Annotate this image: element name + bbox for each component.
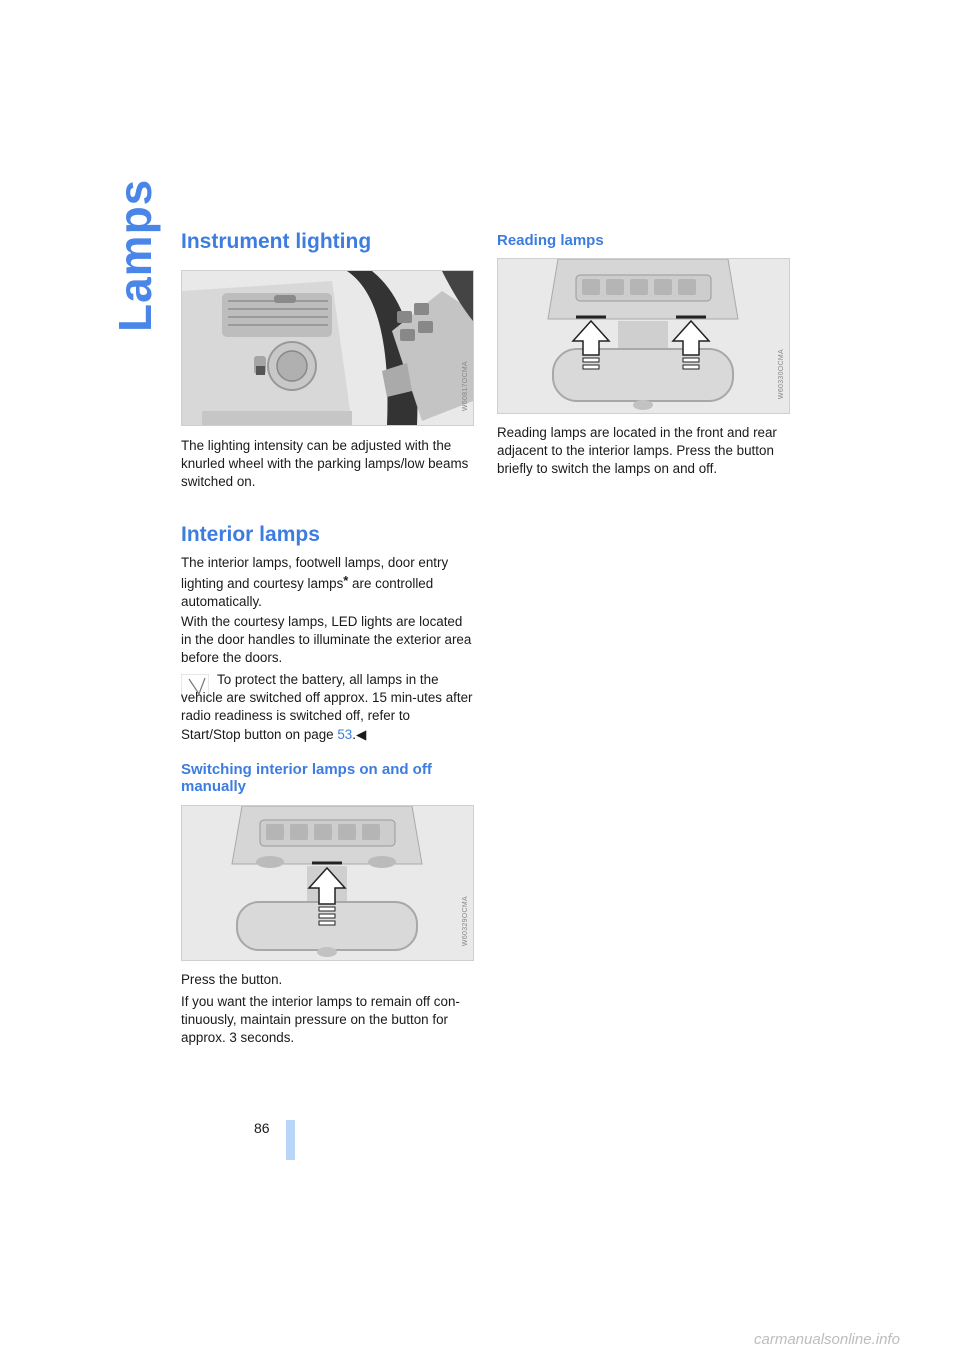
- page-link-53[interactable]: 53: [337, 726, 353, 742]
- watermark: carmanualsonline.info: [754, 1331, 900, 1348]
- figure-code: W60329OCMA: [462, 896, 469, 947]
- reading-lamps-heading: Reading lamps: [497, 232, 604, 249]
- reading-lamps-figure: [497, 258, 790, 414]
- battery-note: [181, 671, 473, 744]
- maintain-pressure-text: If you want the interior lamps to remain off con-tinuously, maintain pressure on the button for approx. 3 seconds.: [181, 994, 460, 1046]
- figure-code: W60817OCMA: [462, 361, 469, 412]
- instrument-lighting-text: The lighting intensity can be adjusted with the knurled wheel with the parking lamps/low beams switched on.: [181, 438, 469, 490]
- chapter-title-text: Lamps: [109, 178, 161, 332]
- press-button-text: Press the button.: [181, 972, 283, 987]
- interior-lamps-paragraph-2: With the courtesy lamps, LED lights are located in the door handles to illuminate the exterior area before the doors.: [181, 614, 472, 666]
- battery-note-text: To protect the battery, all lamps in the vehicle are switched off approx. 15 min-utes after radio readiness is switched off, refer to Start/Stop button on page: [181, 672, 473, 742]
- page-number: 86: [254, 1120, 270, 1136]
- manual-switching-heading: Switching interior lamps on and off manually: [181, 761, 432, 795]
- interior-lamps-heading: Interior lamps: [181, 523, 320, 546]
- chapter-side-title: [108, 178, 161, 342]
- interior-p1-text: The interior lamps, footwell lamps, door entry lighting and courtesy lamps: [181, 555, 449, 592]
- figure-code: W60330OCMA: [778, 349, 785, 400]
- battery-note-end: .◀: [352, 726, 367, 742]
- optional-equipment-star: *: [343, 573, 349, 589]
- instrument-lighting-heading: Instrument lighting: [181, 230, 372, 253]
- interior-lamps-paragraph-1: [181, 554, 473, 612]
- interior-p1-text-end: are controlled automatically.: [181, 576, 434, 610]
- page-number-bar: [286, 1120, 295, 1160]
- instrument-lighting-figure: [181, 270, 474, 426]
- reading-lamps-text: Reading lamps are located in the front and rear adjacent to the interior lamps. Press the button briefly to switch the lamps on and off.: [497, 425, 777, 477]
- interior-lamp-button-figure: [181, 805, 474, 961]
